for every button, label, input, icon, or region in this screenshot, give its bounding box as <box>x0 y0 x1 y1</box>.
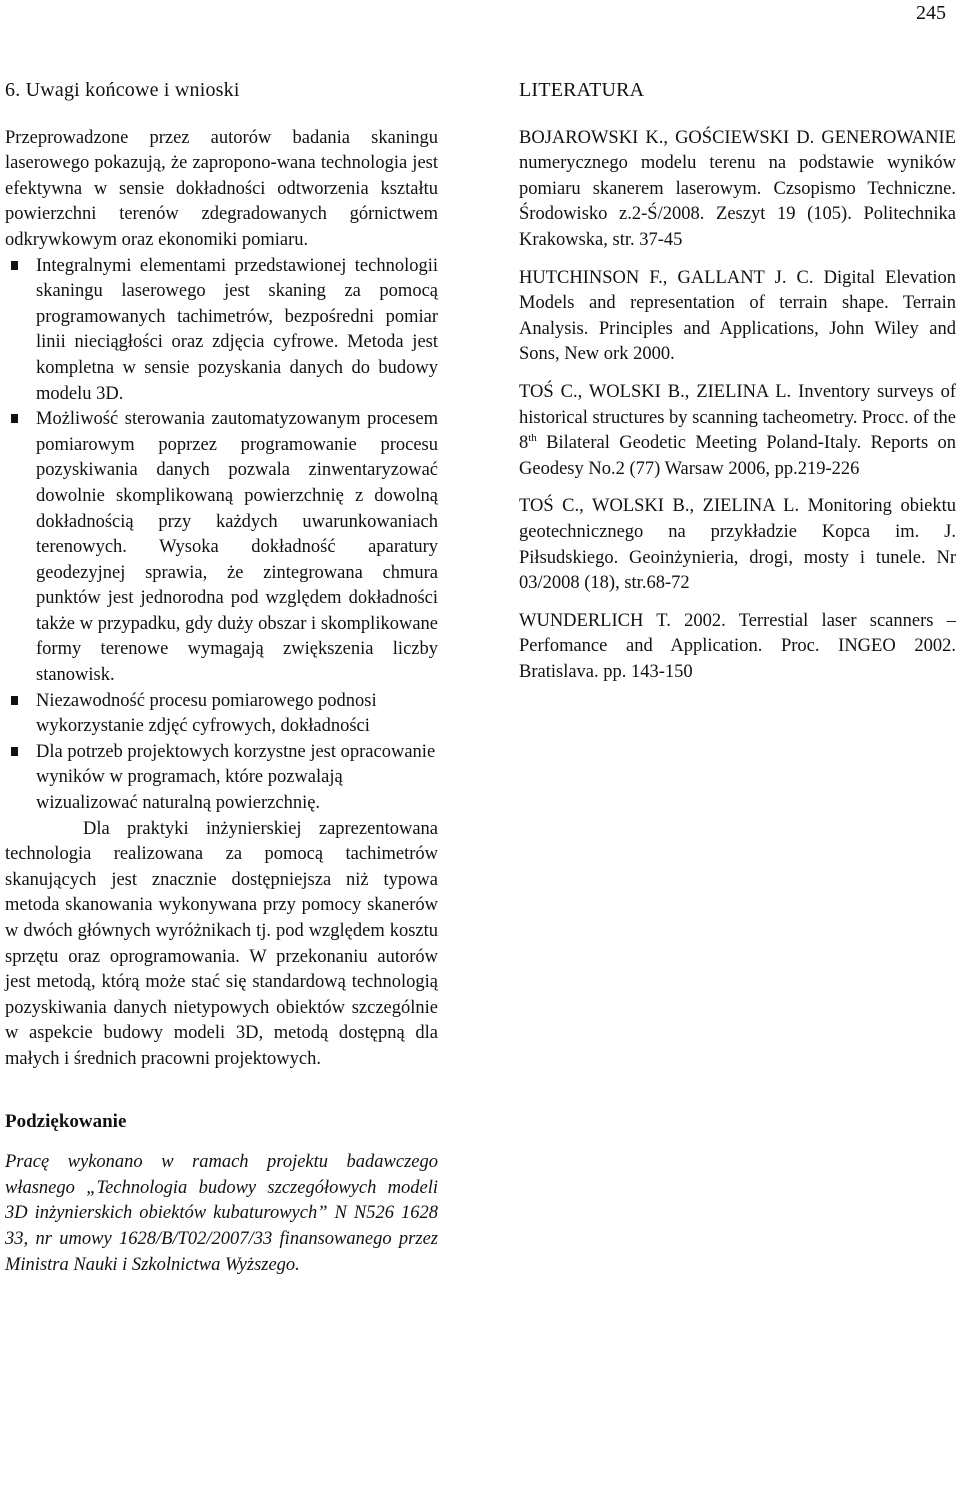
reference-text: Bilateral Geodetic Meeting Poland-Italy. Reports on Geodesy No.2 (77) Warsaw 2006, pp.219-226 <box>519 433 956 479</box>
bullet-item <box>5 689 438 740</box>
reference-item: WUNDERLICH T. 2002. Terrestial laser scanners – Perfomance and Application. Proc. INGEO 2002. Bratislava. pp. 143-150 <box>519 610 956 682</box>
square-bullet-icon <box>11 747 18 756</box>
reference-item: HUTCHINSON F., GALLANT J. C. Digital Elevation Models and representation of terrain shape. Terrain Analysis. Principles and Applications, John Wiley and Sons, New ork 2000. <box>519 267 956 365</box>
bullet-item <box>5 254 438 408</box>
right-column <box>519 78 956 697</box>
reference-text: TOŚ C., WOLSKI B., ZIELINA L. Inventory surveys of historical structures by scanning tacheometry. Procc. of the 8 <box>519 381 957 454</box>
bullet-item <box>5 407 438 689</box>
literature-title: LITERATURA <box>519 79 645 101</box>
reference-item: BOJAROWSKI K., GOŚCIEWSKI D. GENEROWANIE numerycznego modelu terenu na podstawie wyników pomiaru skanerem laserowym. Czsopismo Techniczne. Środowisko z.2-Ś/2008. Zeszyt 19 (105). Politechnika Krakowska, str. 37-45 <box>519 127 956 250</box>
acknowledgement-title: Podziękowanie <box>5 1110 127 1132</box>
bullet-item <box>5 740 438 817</box>
reference-item: TOŚ C., WOLSKI B., ZIELINA L. Monitoring obiektu geotechnicznego na przykładzie Kopca im. J. Piłsudskiego. Geoinżynieria, drogi, mosty i tunele. Nr 03/2008 (18), str.68-72 <box>519 496 956 594</box>
bullet-text: Możliwość sterowania zautomatyzowanym procesem pomiarowym poprzez programowanie procesu pozyskiwania danych pozwala zinwentaryzować dowolnie skomplikowaną powierzchnię z dowolną dokładnością przy każdych uwarunkowaniach terenowych. Wysoka dokładność aparatury geodezyjnej sprawia, że zintegrowana chmura punktów jest jednorodna pod względem dokładności także w przypadku, gdy duży obszar i skomplikowane formy terenowe wymagają zwiększenia liczby stanowisk. <box>36 409 438 686</box>
bullet-text: Niezawodność procesu pomiarowego podnosi wykorzystanie zdjęć cyfrowych, dokładności <box>36 690 377 737</box>
intro-paragraph: Przeprowadzone przez autorów badania skaningu laserowego pokazują, że zapropono-wana technologia jest efektywna w sensie dokładności odtworzenia kształtu powierzchni terenów zdegradowanych górnictwem odkrywkowym oraz ekonomiki pomiaru. <box>5 127 438 250</box>
square-bullet-icon <box>11 696 18 705</box>
square-bullet-icon <box>11 261 18 270</box>
superscript: th <box>528 431 537 444</box>
square-bullet-icon <box>11 414 18 423</box>
left-column <box>5 78 438 1278</box>
bullet-text: Dla potrzeb projektowych korzystne jest opracowanie wyników w programach, które pozwalają wizualizować naturalną powierzchnię. <box>36 741 436 814</box>
conclusion-paragraph: Dla praktyki inżynierskiej zaprezentowana technologia realizowana za pomocą tachimetrów skanujących jest znacznie dostępniejsza niż typowa metoda skanowania wykonywana przy pomocy skanerów w dwóch głównych wyróżnikach tj. pod względem kosztu sprzętu oraz oprogramowania. W przekonaniu autorów jest metodą, którą może stać się standardową technologią pozyskiwania danych nietypowych obiektów szczególnie w aspekcie budowy modeli 3D, metodą dostępną dla małych i średnich pracowni projektowych. <box>5 818 438 1069</box>
bullet-text: Integralnymi elementami przedstawionej technologii skaningu laserowego jest skaning za pomocą programowanych tachimetrów, bezpośredni pomiar linii nieciągłości oraz zdjęcia cyfrowe. Metoda jest kompletna w sensie pozyskania danych do budowy modelu 3D. <box>36 255 438 404</box>
section-title: 6. Uwagi końcowe i wnioski <box>5 79 240 101</box>
page-number: 245 <box>916 2 946 24</box>
reference-item <box>519 380 956 482</box>
acknowledgement-text: Pracę wykonano w ramach projektu badawczego własnego „Technologia budowy szczegółowych modeli 3D inżynierskich obiektów kubaturowych” N N526 1628 33, nr umowy 1628/B/T02/2007/33 finansowanego przez Ministra Nauki i Szkolnictwa Wyższego. <box>5 1152 438 1275</box>
